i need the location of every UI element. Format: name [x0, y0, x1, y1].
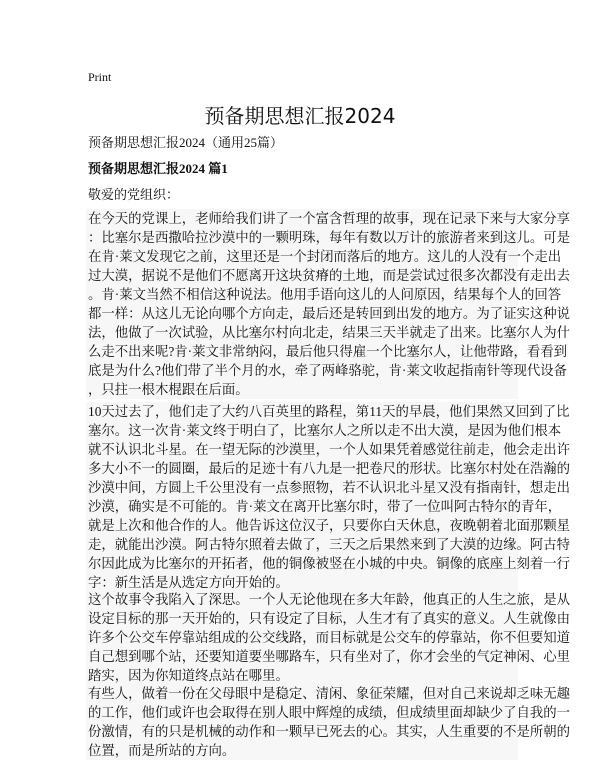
paragraph-line: ：比塞尔是西撒哈拉沙漠中的一颗明珠，每年有数以万计的旅游者来到这儿。可是	[88, 230, 571, 245]
paragraph-line: 有些人，做着一份在父母眼中是稳定、清闲、象征荣耀，但对自己来说却乏味无趣	[88, 686, 571, 701]
paragraph-line: 么走不出来呢?肯·莱文非常纳闷，最后他只得雇一个比塞尔人，让他带路，看看到	[88, 344, 568, 359]
paragraph-line: 许多个公交车停靠站组成的公交线路，而目标就是公交车的停靠站，你不但要知道	[88, 630, 571, 645]
paragraph-line: 。肯·莱文当然不相信这种说法。他用手语向这儿的人问原因，结果每个人的回答	[88, 287, 562, 302]
paragraph-line: 在肯·莱文发现它之前，这里还是一个封闭而落后的地方。这儿的人没有一个走出	[88, 249, 562, 264]
greeting: 敬爱的党组织：	[88, 187, 180, 202]
paragraph-line: 这个故事令我陷入了深思。一个人无论他现在多大年龄，他真正的人生之旅，是从	[88, 592, 571, 607]
paragraph-line: 份激情，有的只是机械的动作和一颗早已死去的心。其实，人生重要的不是所朝的	[88, 724, 571, 739]
paragraph-line: 在今天的党课上，老师给我们讲了一个富含哲理的故事，现在记录下来与大家分享	[88, 211, 571, 226]
paragraph-line: 尔因此成为比塞尔的开拓者，他的铜像被竖在小城的中央。铜像的底座上刻着一行	[88, 556, 571, 571]
paragraph-line: 底是为什么?他们带了半个月的水，牵了两峰骆驼，肯·莱文收起指南针等现代设备	[88, 363, 568, 378]
paragraph-line: 的工作，他们或许也会取得在别人眼中辉煌的成绩，但成绩里面却缺少了自我的一	[88, 705, 571, 720]
paragraph-line: 就不认识北斗星。在一望无际的沙漠里，一个人如果凭着感觉往前走，他会走出许	[88, 442, 571, 457]
paragraph-line: 10天过去了，他们走了大约八百英里的路程，第11天的早晨，他们果然又回到了比	[88, 404, 570, 419]
paragraph-4	[86, 684, 571, 760]
document-subtitle: 预备期思想汇报2024（通用25篇）	[88, 135, 284, 150]
paragraph-line: 塞尔。这一次肯·莱文终于明白了，比塞尔人之所以走不出大漠，是因为他们根本	[88, 423, 562, 438]
page-title: 预备期思想汇报2024	[204, 104, 396, 128]
paragraph-line: 位置，而是所站的方向。	[88, 743, 236, 758]
section-heading: 预备期思想汇报2024 篇1	[88, 161, 228, 176]
paragraph-line: 沙漠中间，方圆上千公里没有一点参照物，若不认识北斗星又没有指南针，想走出	[88, 480, 571, 495]
paragraph-line: 过大漠，据说不是他们不愿离开这块贫瘠的土地，而是尝试过很多次都没有走出去	[88, 268, 571, 283]
print-label: Print	[88, 70, 112, 84]
paragraph-line: 设定目标的那一天开始的，只有设定了目标，人生才有了真实的意义。人生就像由	[88, 611, 571, 626]
paragraph-line: 踏实，因为你知道终点站在哪里。	[88, 668, 289, 683]
paragraph-line: 走，就能出沙漠。阿古特尔照着去做了，三天之后果然来到了大漠的边缘。阿古特	[88, 537, 571, 552]
paragraph-line: 沙漠，确实是不可能的。肯·莱文在离开比塞尔时，带了一位叫阿古特尔的青年，	[88, 499, 562, 514]
paragraph-2	[86, 402, 571, 592]
paragraph-line: 法，他做了一次试验，从比塞尔村向北走，结果三天半就走了出来。比塞尔人为什	[88, 325, 571, 340]
paragraph-3	[86, 590, 571, 685]
paragraph-line: ，只拄一根木棍跟在后面。	[88, 382, 249, 397]
paragraph-1	[86, 209, 571, 399]
paragraph-line: 都一样：从这儿无论向哪个方向走，最后还是转回到出发的地方。为了证实这种说	[88, 306, 571, 321]
paragraph-line: 多大小不一的圆圈，最后的足迹十有八九是一把卷尺的形状。比塞尔村处在浩瀚的	[88, 461, 571, 476]
paragraph-line: 就是上次和他合作的人。他告诉这位汉子，只要你白天休息，夜晚朝着北面那颗星	[88, 518, 571, 533]
paragraph-line: 字：新生活是从选定方向开始的。	[88, 575, 289, 590]
paragraph-line: 自己想到哪个站，还要知道要坐哪路车，只有坐对了，你才会坐的气定神闲、心里	[88, 649, 571, 664]
